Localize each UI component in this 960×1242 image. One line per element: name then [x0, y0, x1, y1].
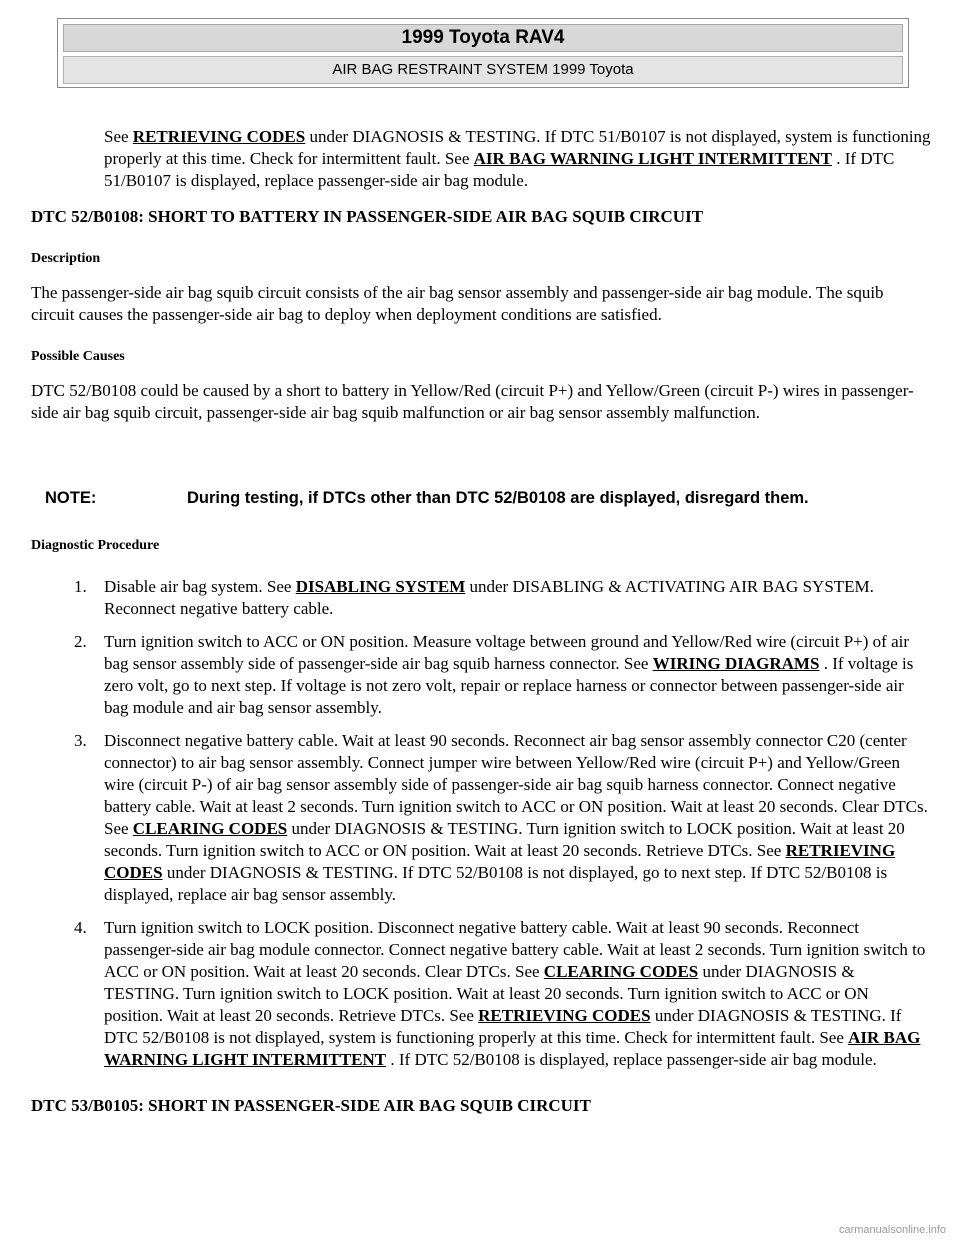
warning-light-intermittent-link[interactable]: AIR BAG WARNING LIGHT INTERMITTENT [473, 149, 832, 168]
description-heading: Description [31, 251, 101, 266]
procedure-step: 3. Disconnect negative battery cable. Wait at least 90 seconds. Reconnect air bag sensor assembly connector C20 (center connector) to air bag sensor assembly. Connect jumper wire between Yellow/Red wire (circuit P+) and Yellow/Green wire (circuit P-) of air bag sensor assembly side of passenger-side air bag squib harness connector. Connect negative battery cable. Wait at least 2 seconds. Turn ignition switch to ACC or ON position. Wait at least 20 seconds. Clear DTCs. See CLEARING CODES under DIAGNOSIS & TESTING. Turn ignition switch to LOCK position. Wait at least 20 seconds. Turn ignition switch to ACC or ON position. Wait at least 20 seconds. Retrieve DTCs. See RETRIEVING CODES under DIAGNOSIS & TESTING. If DTC 52/B0108 is not displayed, go to next step. If DTC 52/B0108 is displayed, replace air bag sensor assembly. [74, 731, 928, 904]
retrieving-codes-link[interactable]: RETRIEVING CODES [132, 127, 306, 146]
retrieving-codes-link[interactable]: RETRIEVING CODES [104, 841, 896, 882]
diagnostic-procedure-heading: Diagnostic Procedure [31, 538, 160, 553]
intro-paragraph: See RETRIEVING CODES under DIAGNOSIS & TESTING. If DTC 51/B0107 is not displayed, system is functioning properly at this time. Check for intermittent fault. See AIR BAG WARNING LIGHT INTERMITTENT . If DTC 51/B0107 is displayed, replace passenger-side air bag module. [104, 127, 931, 190]
procedure-step: 1. Disable air bag system. See DISABLING SYSTEM under DISABLING & ACTIVATING AIR BAG SYSTEM. Reconnect negative battery cable. [74, 577, 874, 618]
note-callout [45, 488, 905, 508]
wiring-diagrams-link[interactable]: WIRING DIAGRAMS [652, 654, 820, 673]
watermark-footer: carmanualsonline.info [838, 1224, 946, 1236]
possible-causes-text: DTC 52/B0108 could be caused by a short to battery in Yellow/Red (circuit P+) and Yellow/Green (circuit P-) wires in passenger-side air bag squib circuit, passenger-side air bag squib malfunction or air bag sensor assembly malfunction. [31, 381, 914, 422]
warning-light-intermittent-link[interactable]: AIR BAG WARNING LIGHT INTERMITTENT [104, 1028, 921, 1069]
possible-causes-heading: Possible Causes [31, 349, 125, 364]
document-subtitle: AIR BAG RESTRAINT SYSTEM 1999 Toyota [63, 56, 903, 84]
dtc53-heading: DTC 53/B0105: SHORT IN PASSENGER-SIDE AIR BAG SQUIB CIRCUIT [31, 1096, 591, 1115]
procedure-step: 4. Turn ignition switch to LOCK position. Disconnect negative battery cable. Wait at least 90 seconds. Reconnect passenger-side air bag module connector. Connect negative battery cable. Wait at least 2 seconds. Turn ignition switch to ACC or ON position. Wait at least 20 seconds. Clear DTCs. See CLEARING CODES under DIAGNOSIS & TESTING. Turn ignition switch to LOCK position. Wait at least 20 seconds. Turn ignition switch to ACC or ON position. Wait at least 20 seconds. Retrieve DTCs. See RETRIEVING CODES under DIAGNOSIS & TESTING. If DTC 52/B0108 is not displayed, system is functioning properly at this time. Check for intermittent fault. See AIR BAG WARNING LIGHT INTERMITTENT . If DTC 52/B0108 is displayed, replace passenger-side air bag module. [74, 918, 926, 1069]
retrieving-codes-link[interactable]: RETRIEVING CODES [478, 1006, 651, 1025]
disabling-system-link[interactable]: DISABLING SYSTEM [295, 577, 466, 596]
dtc52-heading: DTC 52/B0108: SHORT TO BATTERY IN PASSENGER-SIDE AIR BAG SQUIB CIRCUIT [31, 207, 704, 226]
document-title: 1999 Toyota RAV4 [63, 24, 903, 52]
page-header [57, 18, 909, 88]
note-text: During testing, if DTCs other than DTC 52/B0108 are displayed, disregard them. [187, 489, 809, 507]
description-text: The passenger-side air bag squib circuit consists of the air bag sensor assembly and passenger-side air bag module. The squib circuit causes the passenger-side air bag to deploy when deployment conditions are satisfied. [31, 283, 884, 324]
procedure-steps [31, 576, 931, 1082]
document-body [31, 126, 931, 424]
clearing-codes-link[interactable]: CLEARING CODES [543, 962, 699, 981]
note-label: NOTE: [45, 489, 97, 507]
procedure-step: 2. Turn ignition switch to ACC or ON position. Measure voltage between ground and Yellow/Red wire (circuit P+) of air bag sensor assembly side of passenger-side air bag squib harness connector. See WIRING DIAGRAMS . If voltage is zero volt, go to next step. If voltage is not zero volt, repair or replace harness or connector between passenger-side air bag module and air bag sensor assembly. [74, 632, 914, 717]
clearing-codes-link[interactable]: CLEARING CODES [132, 819, 288, 838]
